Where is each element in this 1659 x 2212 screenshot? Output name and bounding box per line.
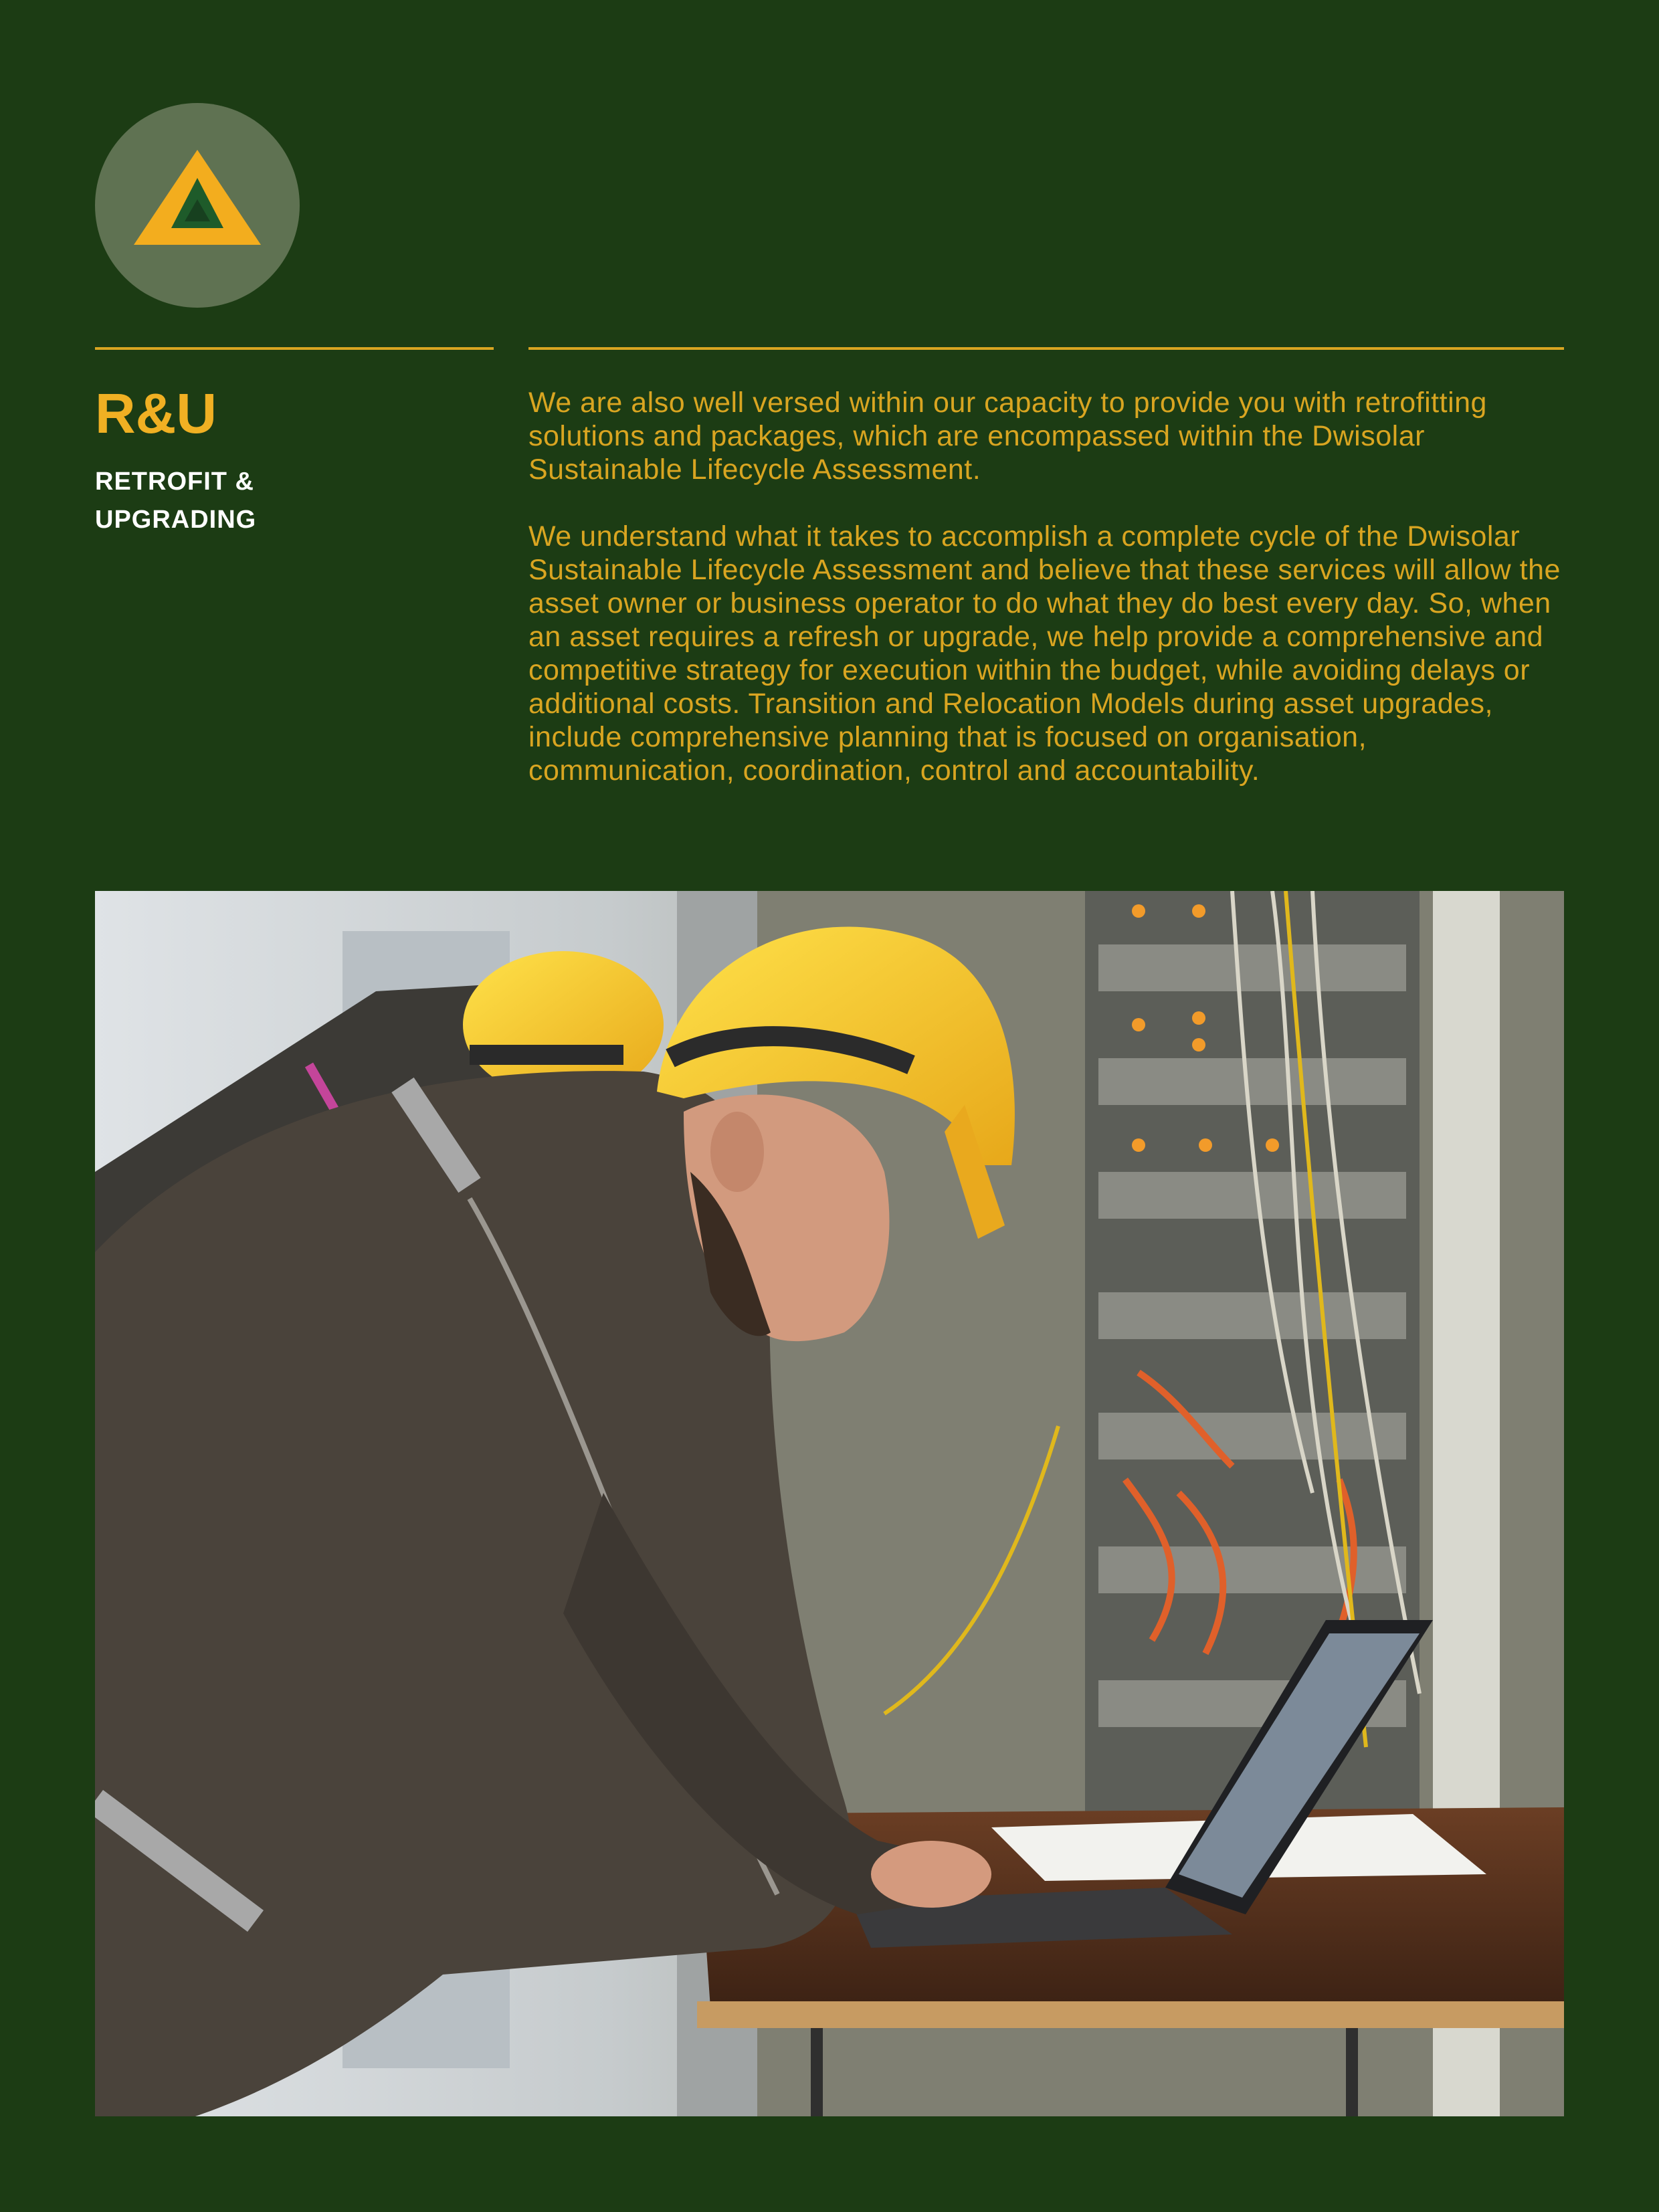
- section-title: R&U: [95, 382, 217, 445]
- paragraph-intro: We are also well versed within our capacity to provide you with retrofitting solutions and packages, which are encompassed within the Dwisolar Sustainable Lifecycle Assessment.: [528, 387, 1487, 486]
- engineers-photo: [95, 891, 1564, 2116]
- triangle-logo-icon: [134, 150, 261, 245]
- paragraph-detail: We understand what it takes to accomplish a complete cycle of the Dwisolar Sustainable Lifecycle Assessment and believe that these services will allow the asset owner or business operator to do what they do best every day. So, when an asset requires a refresh or upgrade, we help provide a comprehensive and competitive strategy for execution within the budget, while avoiding delays or additional costs. Transition and Relocation Models during asset upgrades, include comprehensive planning that is focused on organisation, communication, coordination, control and accountability.: [528, 520, 1561, 787]
- body-text: [528, 386, 1572, 821]
- logo-badge: [95, 103, 300, 308]
- subtitle-line-1: RETROFIT &: [95, 468, 254, 496]
- photo-illustration: [95, 891, 1564, 2116]
- divider-left: [95, 347, 494, 350]
- subtitle-line-2: UPGRADING: [95, 506, 257, 534]
- section-subtitle: [95, 463, 256, 539]
- divider-right: [528, 347, 1564, 350]
